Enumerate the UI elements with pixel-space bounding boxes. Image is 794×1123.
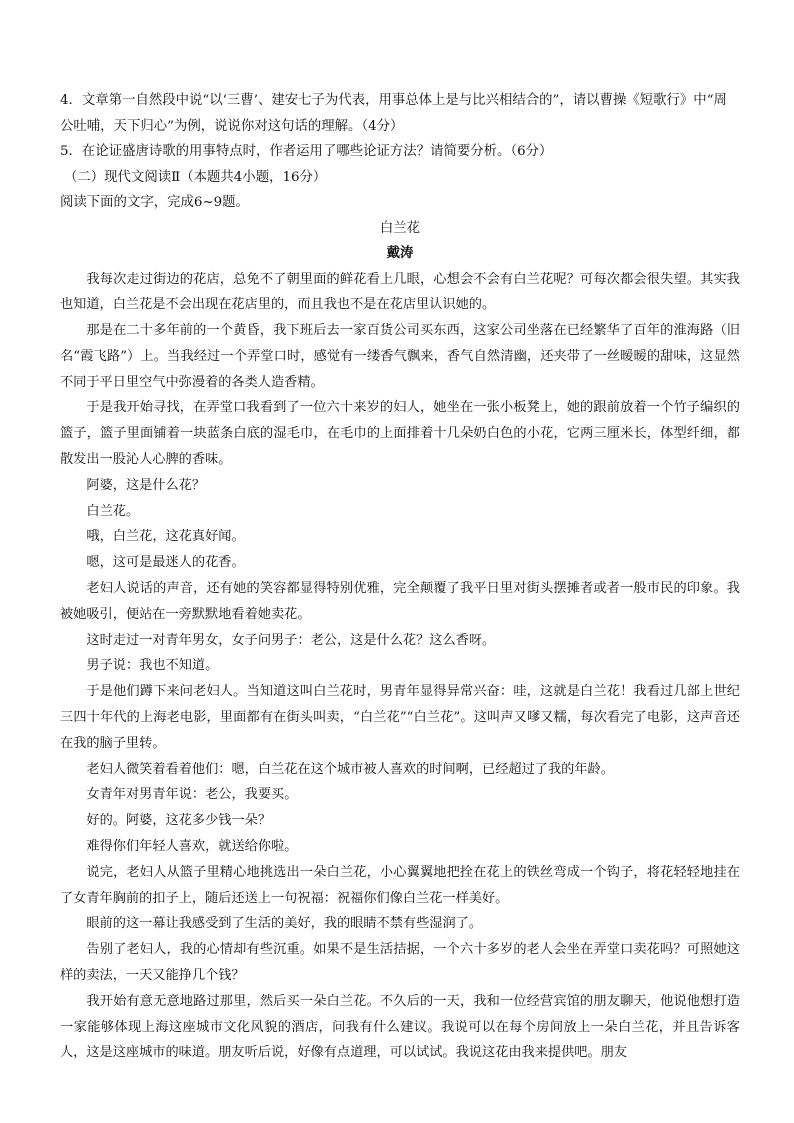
- story-title: 白兰花: [379, 220, 421, 236]
- story-paragraph: 哦，白兰花，这花真好闻。: [86, 529, 245, 545]
- story-paragraph: 那是在二十多年前的一个黄昏，我下班后去一家百货公司买东西，这家公司坐落在已经繁华了百年的淮海路（旧名“霞飞路”）上。当我经过一个弄堂口时，感觉有一缕香气飘来，香气自然清幽，还夹带了一丝暧暧的甜味，这显然不同于平日里空气中弥漫着的各类人造香精。: [60, 323, 740, 390]
- story-paragraph: 男子说：我也不知道。: [86, 658, 219, 674]
- section-heading: （二）现代文阅读Ⅱ（本题共4小题，16分）: [64, 169, 327, 185]
- document-page: [60, 88, 740, 1066]
- story-paragraph: 嗯，这可是最迷人的花香。: [86, 555, 245, 571]
- story-paragraph: 告别了老妇人，我的心情却有些沉重。如果不是生活拮据，一个六十多岁的老人会坐在弄堂口卖花吗？可照她这样的卖法，一天又能挣几个钱？: [60, 942, 740, 984]
- story-paragraph: 女青年对男青年说：老公，我要买。: [86, 787, 298, 803]
- story-paragraph: 我每次走过街边的花店，总免不了朝里面的鲜花看上几眼，心想会不会有白兰花呢？可每次都会很失望。其实我也知道，白兰花是不会出现在花店里的，而且我也不是在花店里认识她的。: [60, 271, 740, 313]
- story-paragraph: 老妇人说话的声音，还有她的笑容都显得特别优雅，完全颠覆了我平日里对街头摆摊者或者一般市民的印象。我被她吸引，便站在一旁默默地看着她卖花。: [60, 581, 740, 622]
- story-paragraph: 于是我开始寻找，在弄堂口我看到了一位六十来岁的妇人，她坐在一张小板凳上，她的跟前放着一个竹子编织的篮子，篮子里面铺着一块蓝条白底的湿毛巾，在毛巾的上面排着十几朵奶白色的小花，它两三厘米长，体型纤细，都散发出一股沁人心脾的香味。: [60, 400, 740, 468]
- story-paragraph: 难得你们年轻人喜欢，就送给你啦。: [86, 839, 298, 855]
- story-paragraph: 我开始有意无意地路过那里，然后买一朵白兰花。不久后的一天，我和一位经营宾馆的朋友聊天，他说他想打造一家能够体现上海这座城市文化风貌的酒店，问我有什么建议。我说可以在每个房间放上一朵白兰花，并且告诉客人，这是这座城市的味道。朋友听后说，好像有点道理，可以试试。我说这花由我来提供吧。朋友: [60, 993, 740, 1061]
- story-body: [60, 267, 740, 1067]
- section-instruction: 阅读下面的文字，完成6~9题。: [60, 195, 249, 210]
- story-paragraph: 这时走过一对青年男女，女子问男子：老公，这是什么花？这么香呀。: [86, 632, 496, 648]
- story-paragraph: 眼前的这一幕让我感受到了生活的美好，我的眼睛不禁有些湿润了。: [86, 916, 483, 932]
- story-paragraph: 阿婆，这是什么花？: [86, 477, 206, 493]
- question-4: 4．文章第一自然段中说“以‘三曹’、建安七子为代表，用事总体上是与比兴相结合的”，请以曹操《短歌行》中“周公吐哺，天下归心”为例，说说你对这句话的理解。（4分）: [60, 93, 727, 134]
- question-5: 5．在论证盛唐诗歌的用事特点时，作者运用了哪些论证方法？请简要分析。（6分）: [60, 144, 553, 159]
- story-paragraph: 于是他们蹲下来问老妇人。当知道这叫白兰花时，男青年显得异常兴奋：哇，这就是白兰花！我看过几部上世纪三四十年代的上海老电影，里面都有在街头叫卖，“白兰花”“白兰花”。这叫声又嗲又糯，每次看完了电影，这声音还在我的脑子里转。: [60, 684, 740, 751]
- story-paragraph: 老妇人微笑着看着他们：嗯，白兰花在这个城市被人喜欢的时间啊，已经超过了我的年龄。: [86, 761, 614, 777]
- story-paragraph: 好的。阿婆，这花多少钱一朵？: [86, 813, 272, 829]
- story-paragraph: 说完，老妇人从篮子里精心地挑选出一朵白兰花，小心翼翼地把拴在花上的铁丝弯成一个钩子，将花轻轻地挂在了女青年胸前的扣子上，随后还送上一句祝福：祝福你们像白兰花一样美好。: [60, 864, 740, 906]
- story-author: 戴涛: [386, 245, 414, 261]
- story-paragraph: 白兰花。: [86, 503, 140, 519]
